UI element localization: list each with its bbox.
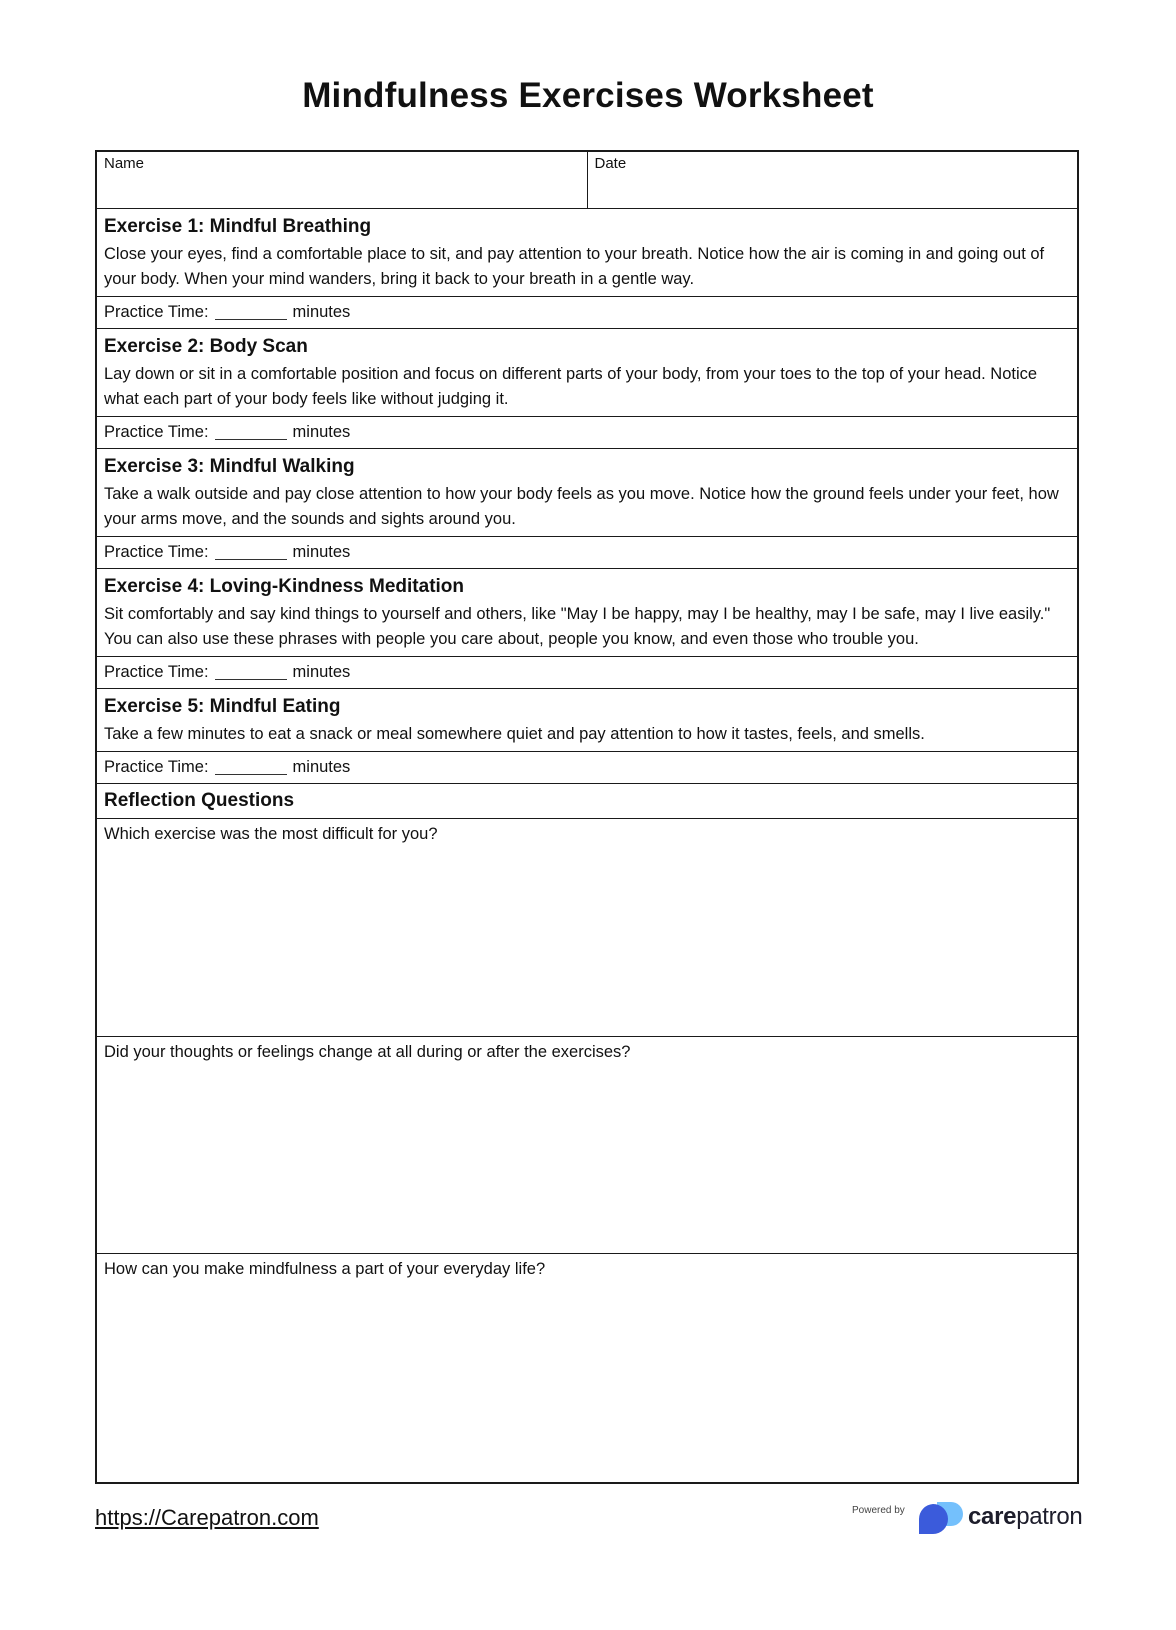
reflection-answer-box[interactable] — [97, 819, 1077, 1036]
practice-time-unit: minutes — [292, 303, 351, 321]
practice-time-unit: minutes — [292, 423, 351, 441]
reflection-answer-box[interactable] — [97, 1253, 1077, 1470]
brand-name-light: patron — [1016, 1503, 1083, 1530]
exercise-description: Take a walk outside and pay close attention to how your body feels as you move. Notice how the ground feels under your feet, how your arms move, and the sounds and sights around you. — [104, 485, 1059, 528]
practice-time-input[interactable] — [215, 305, 287, 320]
exercise-title: Exercise 3: Mindful Walking — [104, 456, 355, 477]
exercise-2 — [97, 329, 1077, 417]
worksheet-table — [95, 150, 1079, 1484]
brand-name-bold: care — [968, 1503, 1017, 1530]
practice-time-row — [97, 297, 1077, 329]
practice-time-label: Practice Time: — [104, 423, 209, 441]
practice-time-row — [97, 537, 1077, 569]
practice-time-unit: minutes — [292, 663, 351, 681]
reflection-question: Which exercise was the most difficult for you? — [104, 825, 438, 843]
exercise-title: Exercise 2: Body Scan — [104, 336, 308, 357]
name-field[interactable] — [97, 152, 587, 208]
carepatron-link[interactable]: https://Carepatron.com — [95, 1505, 319, 1530]
exercise-title: Exercise 5: Mindful Eating — [104, 696, 341, 717]
exercise-title: Exercise 4: Loving-Kindness Meditation — [104, 576, 465, 597]
practice-time-label: Practice Time: — [104, 758, 209, 776]
practice-time-label: Practice Time: — [104, 543, 209, 561]
exercise-4 — [97, 569, 1077, 657]
exercise-title: Exercise 1: Mindful Breathing — [104, 216, 372, 237]
name-label: Name — [104, 155, 145, 172]
exercise-1 — [97, 209, 1077, 297]
exercise-description: Take a few minutes to eat a snack or meal somewhere quiet and pay attention to how it tastes, feels, and smells. — [104, 725, 925, 743]
practice-time-input[interactable] — [215, 760, 287, 775]
practice-time-input[interactable] — [215, 665, 287, 680]
page-title: Mindfulness Exercises Worksheet — [302, 76, 874, 115]
header-fields-row — [97, 152, 1077, 209]
reflection-question: Did your thoughts or feelings change at all during or after the exercises? — [104, 1043, 631, 1061]
practice-time-row — [97, 752, 1077, 784]
exercise-5 — [97, 689, 1077, 752]
powered-by-label: Powered by — [852, 1505, 905, 1516]
brand-name — [968, 1503, 1082, 1531]
practice-time-row — [97, 657, 1077, 689]
reflection-heading: Reflection Questions — [97, 784, 1077, 819]
practice-time-label: Practice Time: — [104, 303, 209, 321]
reflection-question: How can you make mindfulness a part of your everyday life? — [104, 1260, 546, 1278]
date-field[interactable] — [587, 152, 1078, 208]
exercise-description: Sit comfortably and say kind things to yourself and others, like "May I be happy, may I be healthy, may I be safe, may I live easily." You can also use these phrases with people you care about, people you know, and even those who trouble you. — [104, 605, 1051, 648]
carepatron-brand[interactable] — [852, 1500, 1082, 1540]
practice-time-input[interactable] — [215, 425, 287, 440]
practice-time-input[interactable] — [215, 545, 287, 560]
practice-time-label: Practice Time: — [104, 663, 209, 681]
exercise-3 — [97, 449, 1077, 537]
practice-time-unit: minutes — [292, 758, 351, 776]
logo-dark-shape — [919, 1504, 948, 1534]
reflection-answer-box[interactable] — [97, 1036, 1077, 1253]
exercise-description: Lay down or sit in a comfortable position and focus on different parts of your body, from your toes to the top of your head. Notice what each part of your body feels like without judging it. — [104, 365, 1038, 408]
date-label: Date — [594, 155, 627, 172]
practice-time-row — [97, 417, 1077, 449]
carepatron-logo-icon — [917, 1500, 965, 1536]
exercise-description: Close your eyes, find a comfortable place to sit, and pay attention to your breath. Notice how the air is coming in and going out of your body. When your mind wanders, bring it back to your breath in a gentle way. — [104, 245, 1045, 288]
practice-time-unit: minutes — [292, 543, 351, 561]
